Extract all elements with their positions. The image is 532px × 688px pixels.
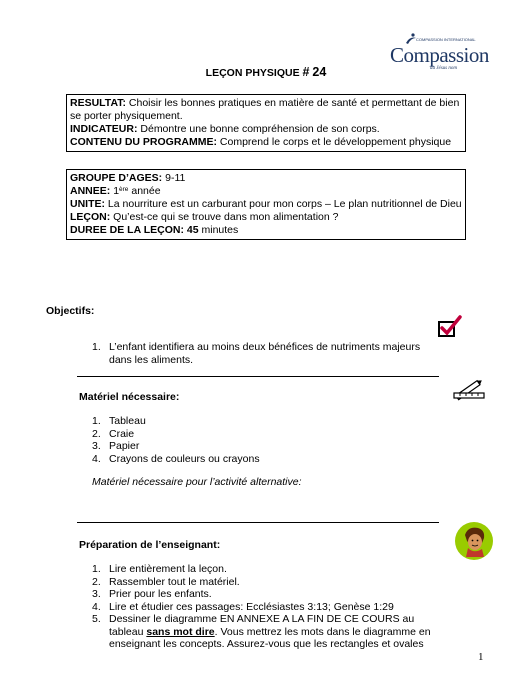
list-number: 1.: [92, 341, 101, 353]
list-text: Lire entièrement la leçon.: [109, 563, 227, 575]
annee-label: ANNEE:: [70, 185, 111, 197]
objectifs-title: Objectifs:: [46, 305, 95, 317]
preparation-title: Préparation de l’enseignant:: [79, 539, 221, 551]
lesson-outcome-box: [66, 94, 466, 152]
list-item: [92, 415, 432, 428]
list-text: L’enfant identifiera au moins deux bénéfices de nutriments majeurs dans les aliments.: [109, 341, 421, 366]
unite-label: UNITE:: [70, 198, 105, 210]
list-item: [92, 563, 437, 576]
title-number: 24: [312, 65, 327, 79]
materiel-title: Matériel nécessaire:: [79, 391, 180, 403]
list-item: [92, 576, 437, 589]
annee-text: année: [131, 185, 161, 197]
annee-sup: ère: [119, 186, 129, 193]
list-item: [92, 613, 437, 651]
groupe-text: 9-11: [165, 172, 186, 184]
list-item: [92, 453, 432, 466]
resultat-row: [70, 97, 462, 123]
list-number: 4.: [92, 452, 101, 465]
annee-row: [70, 185, 462, 198]
list-number: 2.: [92, 427, 101, 440]
list-text-continued: . Vous mettrez les mots dans le diagramme en enseignant les concepts. Assurez-vous que les rectangles et ovales: [109, 625, 431, 650]
duree-num: 45: [186, 224, 199, 236]
list-number: 3.: [92, 440, 101, 452]
list-text: Crayons de couleurs ou crayons: [109, 452, 260, 465]
duree-row: [70, 224, 462, 237]
list-text: Dessiner le diagramme EN ANNEXE A LA FIN DE CE COURS au tableau: [109, 613, 415, 638]
unite-text: La nourriture est un carburant pour mon corps – Le plan nutritionnel de Dieu: [107, 198, 462, 210]
resultat-label: RESULTAT:: [70, 97, 126, 109]
checkbox-check-icon: [437, 314, 463, 340]
groupe-row: [70, 172, 462, 185]
logo-wordmark: Compassion: [390, 43, 489, 67]
list-text: Rassembler tout le matériel.: [109, 575, 240, 588]
list-number: 1.: [92, 415, 101, 427]
logo-small-text: COMPASSION INTERNATIONAL: [416, 37, 476, 42]
list-item: [92, 440, 432, 453]
duree-text: minutes: [201, 224, 239, 236]
lesson-info-box: [66, 169, 466, 240]
list-number: 3.: [92, 588, 101, 600]
list-item: [92, 428, 432, 441]
materiel-list: [92, 415, 432, 465]
preparation-list: [92, 563, 437, 651]
lecon-row: [70, 211, 462, 224]
indicateur-row: [70, 123, 462, 136]
teacher-face-icon: [454, 521, 494, 561]
list-number: 2.: [92, 575, 101, 588]
contenu-label: CONTENU DU PROGRAMME:: [70, 136, 217, 148]
list-number: 1.: [92, 563, 101, 575]
lecon-label: LEÇON:: [70, 211, 111, 223]
indicateur-text: Démontre une bonne compréhension de son corps.: [140, 123, 380, 135]
indicateur-label: INDICATEUR:: [70, 123, 138, 135]
unite-row: [70, 198, 462, 211]
divider: [77, 376, 439, 377]
list-item: [92, 588, 437, 601]
list-text: Lire et étudier ces passages: Ecclésiastes 3:13; Genèse 1:29: [109, 600, 394, 613]
resultat-text: Choisir les bonnes pratiques en matière de santé et permettant de bien se porter physiquement.: [70, 97, 460, 122]
logo-tagline: au Jésus nom: [430, 66, 457, 71]
list-item: [92, 341, 432, 366]
title-hash: #: [302, 65, 310, 79]
lecon-text: Qu’est-ce qui se trouve dans mon alimentation ?: [113, 211, 339, 223]
page-number: 1: [478, 651, 484, 663]
annee-num: 1: [113, 185, 120, 197]
materiel-alternative: Matériel nécessaire pour l’activité alternative:: [92, 476, 302, 488]
title-prefix: LEÇON PHYSIQUE: [205, 67, 300, 79]
emphasis-text: sans mot dire: [146, 625, 215, 638]
duree-label: DUREE DE LA LEÇON:: [70, 224, 184, 236]
list-text: Papier: [109, 440, 140, 452]
list-text: Prier pour les enfants.: [109, 588, 212, 600]
list-text: Craie: [109, 427, 135, 440]
page-title: [0, 65, 532, 79]
contenu-text: Comprend le corps et le développement physique: [219, 136, 452, 148]
list-number: 5.: [92, 613, 101, 625]
objectifs-list: [92, 341, 432, 366]
list-number: 4.: [92, 600, 101, 613]
list-item: [92, 601, 437, 614]
contenu-row: [70, 136, 462, 149]
pencil-ruler-icon: [452, 378, 486, 402]
groupe-label: GROUPE D’AGES:: [70, 172, 163, 184]
divider: [77, 522, 439, 523]
list-text: Tableau: [109, 415, 146, 427]
